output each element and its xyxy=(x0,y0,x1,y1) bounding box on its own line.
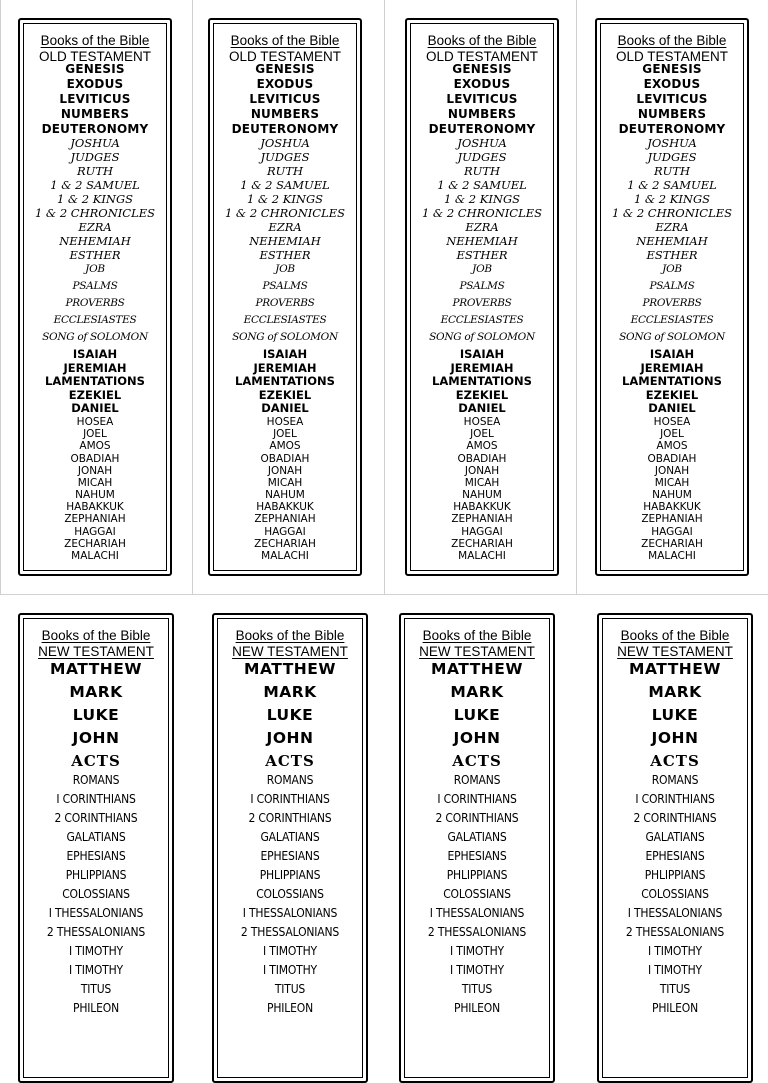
book-name: ISAIAH xyxy=(72,347,118,361)
book-name: NEHEMIAH xyxy=(446,234,518,248)
book-name: PSALMS xyxy=(649,280,695,292)
book-name: ACTS xyxy=(71,752,121,770)
book-name: HABAKKUK xyxy=(643,501,701,514)
book-name: OBADIAH xyxy=(260,452,310,465)
book-name: EZRA xyxy=(465,220,499,234)
book-name: 1 & 2 SAMUEL xyxy=(240,178,330,192)
bookmark-frame xyxy=(404,618,550,1078)
book-list xyxy=(603,662,747,1021)
book-name: I TIMOTHY xyxy=(263,963,317,977)
book-name: ROMANS xyxy=(453,773,501,787)
book-name: EZEKIEL xyxy=(68,387,122,402)
book-list xyxy=(214,63,356,563)
book-name: I CORINTHIANS xyxy=(56,792,136,806)
book-list xyxy=(24,662,168,1021)
book-name: I TIMOTHY xyxy=(450,944,504,958)
book-name: PSALMS xyxy=(72,280,118,292)
book-name: ISAIAH xyxy=(649,347,695,361)
book-name: COLOSSIANS xyxy=(62,887,130,901)
book-name: JOB xyxy=(85,263,105,275)
book-name: NEHEMIAH xyxy=(59,234,131,248)
book-name: HAGGAI xyxy=(651,525,693,538)
cut-line xyxy=(192,0,193,594)
book-name: ECCLESIASTES xyxy=(630,314,714,326)
book-name: JOEL xyxy=(660,428,684,441)
book-name: ESTHER xyxy=(69,248,121,262)
book-name: SONG of SOLOMON xyxy=(232,331,338,343)
book-name: MATTHEW xyxy=(629,660,721,678)
book-name: DANIEL xyxy=(648,401,696,416)
book-name: MICAH xyxy=(464,476,500,489)
book-name: GALATIANS xyxy=(66,830,126,844)
book-name: COLOSSIANS xyxy=(443,887,511,901)
bookmark-frame xyxy=(602,618,748,1078)
book-name: ROMANS xyxy=(651,773,699,787)
book-list xyxy=(218,662,362,1021)
book-name: RUTH xyxy=(463,164,501,178)
book-name: ZEPHANIAH xyxy=(641,513,703,526)
book-name: COLOSSIANS xyxy=(641,887,709,901)
book-name: JOHN xyxy=(453,729,501,747)
bookmark-frame xyxy=(23,618,169,1078)
book-name: EPHESIANS xyxy=(447,849,507,863)
book-name: EPHESIANS xyxy=(645,849,705,863)
bookmark-frame xyxy=(217,618,363,1078)
book-name: 1 & 2 KINGS xyxy=(56,192,134,206)
book-name: PSALMS xyxy=(459,280,505,292)
testament-heading: NEW TESTAMENT xyxy=(232,643,348,659)
book-name: 1 & 2 SAMUEL xyxy=(627,178,717,192)
book-name: TITUS xyxy=(274,982,306,996)
book-name: JEREMIAH xyxy=(450,360,514,375)
testament-heading: NEW TESTAMENT xyxy=(617,643,733,659)
cut-line xyxy=(0,0,1,594)
book-name: EZEKIEL xyxy=(258,387,312,402)
bookmark-frame xyxy=(213,23,357,571)
bookmark-title: Books of the Bible xyxy=(617,33,727,48)
book-name: NUMBERS xyxy=(60,107,130,121)
book-name: 2 THESSALONIANS xyxy=(240,925,340,939)
testament-heading: NEW TESTAMENT xyxy=(38,643,154,659)
book-name: NUMBERS xyxy=(447,107,517,121)
book-name: MICAH xyxy=(654,476,690,489)
book-name: I TIMOTHY xyxy=(450,963,504,977)
book-name: ISAIAH xyxy=(459,347,505,361)
book-name: 1 & 2 KINGS xyxy=(633,192,711,206)
book-list xyxy=(405,662,549,1021)
book-name: JOSHUA xyxy=(70,136,120,150)
book-name: OBADIAH xyxy=(457,452,507,465)
book-name: JOEL xyxy=(273,428,297,441)
book-name: PHILEON xyxy=(267,1001,313,1015)
bookmark-title: Books of the Bible xyxy=(41,628,151,643)
book-name: ESTHER xyxy=(456,248,508,262)
book-name: MARK xyxy=(69,683,123,701)
book-name: EXODUS xyxy=(453,77,511,91)
book-name: TITUS xyxy=(659,982,691,996)
book-name: AMOS xyxy=(79,440,111,453)
book-name: ZECHARIAH xyxy=(641,537,703,550)
new-testament-bookmark xyxy=(212,613,368,1083)
book-name: AMOS xyxy=(466,440,498,453)
testament-heading: OLD TESTAMENT xyxy=(615,48,728,64)
book-name: OBADIAH xyxy=(70,452,120,465)
book-list xyxy=(601,63,743,563)
book-name: MICAH xyxy=(267,476,303,489)
bookmark-title: Books of the Bible xyxy=(235,628,345,643)
book-name: JONAH xyxy=(77,464,113,477)
book-name: I CORINTHIANS xyxy=(250,792,330,806)
book-name: JOSHUA xyxy=(457,136,507,150)
book-name: I TIMOTHY xyxy=(69,963,123,977)
book-name: ISAIAH xyxy=(262,347,308,361)
new-testament-bookmark xyxy=(18,613,174,1083)
book-name: I THESSALONIANS xyxy=(242,906,338,920)
bookmark-frame xyxy=(600,23,744,571)
book-name: AMOS xyxy=(656,440,688,453)
book-name: PHILEON xyxy=(454,1001,500,1015)
book-name: HAGGAI xyxy=(264,525,306,538)
book-name: EZRA xyxy=(268,220,302,234)
book-name: JOHN xyxy=(72,729,120,747)
book-name: LUKE xyxy=(453,706,501,724)
book-name: I TIMOTHY xyxy=(648,963,702,977)
book-name: EZRA xyxy=(655,220,689,234)
book-name: 1 & 2 CHRONICLES xyxy=(421,206,543,220)
book-name: RUTH xyxy=(76,164,114,178)
book-name: HAGGAI xyxy=(461,525,503,538)
bookmark-title: Books of the Bible xyxy=(427,33,537,48)
book-name: DEUTERONOMY xyxy=(41,122,149,136)
book-name: EZEKIEL xyxy=(645,387,699,402)
book-name: 2 CORINTHIANS xyxy=(54,811,138,825)
book-name: GALATIANS xyxy=(260,830,320,844)
book-name: LEVITICUS xyxy=(249,92,321,106)
book-name: LUKE xyxy=(266,706,314,724)
book-name: JUDGES xyxy=(260,150,310,164)
book-name: ESTHER xyxy=(259,248,311,262)
book-name: I TIMOTHY xyxy=(648,944,702,958)
book-name: EXODUS xyxy=(643,77,701,91)
book-name: RUTH xyxy=(653,164,691,178)
book-name: GENESIS xyxy=(65,62,125,76)
book-name: I TIMOTHY xyxy=(69,944,123,958)
book-name: GENESIS xyxy=(642,62,702,76)
book-name: HOSEA xyxy=(76,415,114,428)
book-name: HOSEA xyxy=(653,415,691,428)
cut-line xyxy=(576,0,577,594)
book-name: JEREMIAH xyxy=(640,360,704,375)
book-name: HABAKKUK xyxy=(66,501,124,514)
book-name: 1 & 2 SAMUEL xyxy=(50,178,140,192)
book-name: MICAH xyxy=(77,476,113,489)
book-name: JEREMIAH xyxy=(253,360,317,375)
book-name: LEVITICUS xyxy=(59,92,131,106)
book-name: 2 CORINTHIANS xyxy=(633,811,717,825)
book-name: EPHESIANS xyxy=(260,849,320,863)
book-name: MALACHI xyxy=(648,550,696,563)
book-name: I THESSALONIANS xyxy=(627,906,723,920)
book-name: 2 THESSALONIANS xyxy=(427,925,527,939)
book-name: PROVERBS xyxy=(642,297,702,309)
bookmark-title: Books of the Bible xyxy=(620,628,730,643)
book-list xyxy=(411,63,553,563)
book-name: ROMANS xyxy=(72,773,120,787)
book-name: HABAKKUK xyxy=(453,501,511,514)
book-name: NUMBERS xyxy=(637,107,707,121)
book-name: 2 CORINTHIANS xyxy=(248,811,332,825)
book-name: JONAH xyxy=(654,464,690,477)
book-name: JOB xyxy=(275,263,295,275)
book-name: ROMANS xyxy=(266,773,314,787)
book-name: JONAH xyxy=(267,464,303,477)
book-name: DEUTERONOMY xyxy=(231,122,339,136)
book-name: PHLIPPIANS xyxy=(65,868,127,882)
book-name: 2 THESSALONIANS xyxy=(625,925,725,939)
book-name: EZEKIEL xyxy=(455,387,509,402)
old-testament-bookmark xyxy=(595,18,749,576)
book-name: HOSEA xyxy=(266,415,304,428)
book-name: GENESIS xyxy=(452,62,512,76)
book-name: SONG of SOLOMON xyxy=(619,331,725,343)
cut-line xyxy=(0,594,768,595)
book-name: LUKE xyxy=(651,706,699,724)
book-name: NUMBERS xyxy=(250,107,320,121)
book-name: I THESSALONIANS xyxy=(429,906,525,920)
book-name: LUKE xyxy=(72,706,120,724)
testament-heading: OLD TESTAMENT xyxy=(38,48,151,64)
book-name: JUDGES xyxy=(457,150,507,164)
book-name: JOSHUA xyxy=(260,136,310,150)
book-name: JUDGES xyxy=(647,150,697,164)
book-name: ZEPHANIAH xyxy=(451,513,513,526)
book-name: DEUTERONOMY xyxy=(618,122,726,136)
old-testament-bookmark xyxy=(405,18,559,576)
book-name: PHILEON xyxy=(652,1001,698,1015)
book-name: NAHUM xyxy=(265,489,305,502)
book-name: COLOSSIANS xyxy=(256,887,324,901)
book-name: JONAH xyxy=(464,464,500,477)
book-name: TITUS xyxy=(80,982,112,996)
book-name: HAGGAI xyxy=(74,525,116,538)
testament-heading: NEW TESTAMENT xyxy=(419,643,535,659)
book-name: ZECHARIAH xyxy=(254,537,316,550)
book-name: TITUS xyxy=(461,982,493,996)
book-name: ECCLESIASTES xyxy=(53,314,137,326)
book-name: JEREMIAH xyxy=(63,360,127,375)
book-name: MATTHEW xyxy=(431,660,523,678)
bookmark-frame xyxy=(23,23,167,571)
bookmark-frame xyxy=(410,23,554,571)
book-name: LAMENTATIONS xyxy=(622,374,722,389)
book-name: PSALMS xyxy=(262,280,308,292)
book-list xyxy=(24,63,166,563)
book-name: ECCLESIASTES xyxy=(440,314,524,326)
book-name: LEVITICUS xyxy=(636,92,708,106)
book-name: HABAKKUK xyxy=(256,501,314,514)
book-name: 1 & 2 KINGS xyxy=(246,192,324,206)
book-name: JOEL xyxy=(83,428,107,441)
book-name: MALACHI xyxy=(458,550,506,563)
book-name: LAMENTATIONS xyxy=(432,374,532,389)
book-name: MARK xyxy=(263,683,317,701)
book-name: 2 CORINTHIANS xyxy=(435,811,519,825)
book-name: NAHUM xyxy=(462,489,502,502)
book-name: PHLIPPIANS xyxy=(259,868,321,882)
book-name: RUTH xyxy=(266,164,304,178)
book-name: MATTHEW xyxy=(244,660,336,678)
book-name: I THESSALONIANS xyxy=(48,906,144,920)
book-name: I TIMOTHY xyxy=(263,944,317,958)
book-name: GENESIS xyxy=(255,62,315,76)
book-name: JOEL xyxy=(470,428,494,441)
book-name: DANIEL xyxy=(458,401,506,416)
book-name: OBADIAH xyxy=(647,452,697,465)
book-name: 1 & 2 KINGS xyxy=(443,192,521,206)
book-name: I CORINTHIANS xyxy=(635,792,715,806)
book-name: ZEPHANIAH xyxy=(254,513,316,526)
new-testament-bookmark xyxy=(597,613,753,1083)
book-name: 1 & 2 CHRONICLES xyxy=(34,206,156,220)
book-name: DANIEL xyxy=(261,401,309,416)
book-name: ECCLESIASTES xyxy=(243,314,327,326)
book-name: SONG of SOLOMON xyxy=(429,331,535,343)
book-name: LAMENTATIONS xyxy=(235,374,335,389)
testament-heading: OLD TESTAMENT xyxy=(228,48,341,64)
book-name: ACTS xyxy=(650,752,700,770)
testament-heading: OLD TESTAMENT xyxy=(425,48,538,64)
new-testament-bookmark xyxy=(399,613,555,1083)
book-name: ESTHER xyxy=(646,248,698,262)
book-name: EZRA xyxy=(78,220,112,234)
book-name: SONG of SOLOMON xyxy=(42,331,148,343)
book-name: DANIEL xyxy=(71,401,119,416)
book-name: JOHN xyxy=(651,729,699,747)
bookmark-title: Books of the Bible xyxy=(40,33,150,48)
book-name: ZEPHANIAH xyxy=(64,513,126,526)
book-name: PROVERBS xyxy=(65,297,125,309)
book-name: LAMENTATIONS xyxy=(45,374,145,389)
book-name: NAHUM xyxy=(75,489,115,502)
book-name: PHLIPPIANS xyxy=(446,868,508,882)
book-name: MALACHI xyxy=(71,550,119,563)
book-name: LEVITICUS xyxy=(446,92,518,106)
book-name: JOSHUA xyxy=(647,136,697,150)
book-name: ACTS xyxy=(265,752,315,770)
book-name: PHLIPPIANS xyxy=(644,868,706,882)
book-name: EXODUS xyxy=(256,77,314,91)
book-name: 1 & 2 CHRONICLES xyxy=(224,206,346,220)
book-name: GALATIANS xyxy=(645,830,705,844)
book-name: EPHESIANS xyxy=(66,849,126,863)
bookmark-title: Books of the Bible xyxy=(230,33,340,48)
book-name: 1 & 2 SAMUEL xyxy=(437,178,527,192)
book-name: DEUTERONOMY xyxy=(428,122,536,136)
book-name: HOSEA xyxy=(463,415,501,428)
book-name: MARK xyxy=(450,683,504,701)
book-name: ACTS xyxy=(452,752,502,770)
book-name: 1 & 2 CHRONICLES xyxy=(611,206,733,220)
book-name: JOHN xyxy=(266,729,314,747)
book-name: EXODUS xyxy=(66,77,124,91)
book-name: PROVERBS xyxy=(255,297,315,309)
book-name: AMOS xyxy=(269,440,301,453)
book-name: MATTHEW xyxy=(50,660,142,678)
book-name: NEHEMIAH xyxy=(249,234,321,248)
book-name: JOB xyxy=(472,263,492,275)
book-name: ZECHARIAH xyxy=(64,537,126,550)
book-name: JOB xyxy=(662,263,682,275)
book-name: PHILEON xyxy=(73,1001,119,1015)
book-name: PROVERBS xyxy=(452,297,512,309)
book-name: MALACHI xyxy=(261,550,309,563)
cut-line xyxy=(384,0,385,594)
book-name: I CORINTHIANS xyxy=(437,792,517,806)
bookmark-title: Books of the Bible xyxy=(422,628,532,643)
book-name: MARK xyxy=(648,683,702,701)
old-testament-bookmark xyxy=(208,18,362,576)
book-name: JUDGES xyxy=(70,150,120,164)
old-testament-bookmark xyxy=(18,18,172,576)
book-name: NEHEMIAH xyxy=(636,234,708,248)
book-name: GALATIANS xyxy=(447,830,507,844)
book-name: 2 THESSALONIANS xyxy=(46,925,146,939)
book-name: NAHUM xyxy=(652,489,692,502)
book-name: ZECHARIAH xyxy=(451,537,513,550)
